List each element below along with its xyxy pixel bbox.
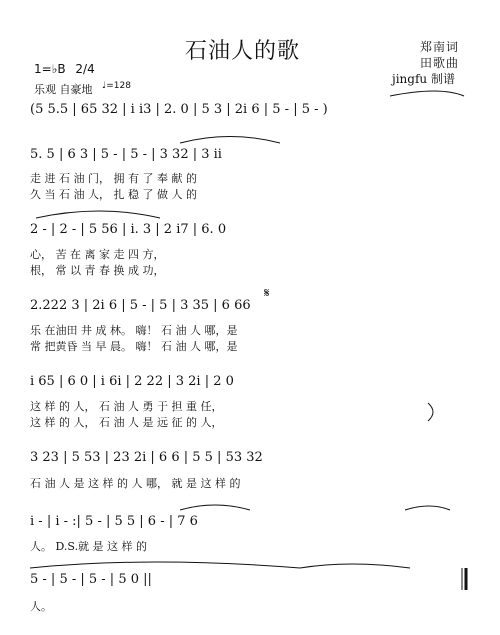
lyrics-row-8: 人。 xyxy=(30,600,52,613)
song-title: 石油人的歌 xyxy=(185,39,301,64)
notation-row-2: 5. 5 | 6 3 | 5 - | 5 - | 3 32 | 3 ii xyxy=(30,147,222,162)
lyrics-row-5a: 这 样 的 人， 石 油 人 勇 于 担 重 任， xyxy=(30,400,223,413)
lyrics-row-5b: 这 样 的 人， 石 油 人 是 远 征 的 人， xyxy=(30,416,223,429)
notation-row-1: (5 5.5 | 65 32 | i i3 | 2. 0 | 5 3 | 2i 6 | 5 - | 5 - ) xyxy=(30,102,328,117)
notation-row-5: i 65 | 6 0 | i 6i | 2 22 | 3 2i | 2 0 xyxy=(30,374,234,389)
lyrics-row-3b: 根， 常 以 青 春 换 成 功， xyxy=(30,264,165,277)
transcriber-credit: jingfu 制谱 xyxy=(392,72,455,86)
time-signature: 2/4 xyxy=(75,62,95,76)
lyrics-row-4a: 乐 在油田 井 成 林。 嗨！ 石 油 人 哪，是 xyxy=(30,324,238,337)
composer-credit: 田歌曲 xyxy=(420,56,460,70)
notation-row-8: 5 - | 5 - | 5 - | 5 0 || xyxy=(30,572,152,587)
lyrics-row-4b: 常 把黄昏 当 早 晨。 嗨！ 石 油 人 哪，是 xyxy=(30,340,238,353)
lyrics-row-7: 人。 D.S.就 是 这 样 的 xyxy=(30,540,148,553)
notation-row-4: 2.222 3 | 2i 6 | 5 - | 5 | 3 35 | 6 66 xyxy=(30,298,251,313)
expression-mark: 乐观 自豪地 xyxy=(34,83,93,96)
notation-row-6: 3 23 | 5 53 | 23 2i | 6 6 | 5 5 | 53 32 xyxy=(30,450,263,465)
segno-sign: 𝄋 xyxy=(264,286,270,301)
lyrics-row-3a: 心， 苦 在 离 家 走 四 方， xyxy=(30,248,165,261)
lyrics-row-6: 石 油 人 是 这 样 的 人 哪， 就 是 这 样 的 xyxy=(30,477,241,490)
lyrics-row-2b: 久 当 石 油 人， 扎 稳 了 做 人 的 xyxy=(30,188,197,201)
lyrics-row-2a: 走 进 石 油 门， 拥 有 了 奉 献 的 xyxy=(30,172,197,185)
notation-row-7: i - | i - :| 5 - | 5 5 | 6 - | 7 6 xyxy=(30,514,198,529)
key-label: 1=♭B xyxy=(34,62,66,76)
notation-row-3: 2 - | 2 - | 5 56 | i. 3 | 2 i7 | 6. 0 xyxy=(30,222,227,237)
lyricist-credit: 郑南词 xyxy=(420,40,460,54)
tempo-mark: ♩=128 xyxy=(102,81,131,91)
